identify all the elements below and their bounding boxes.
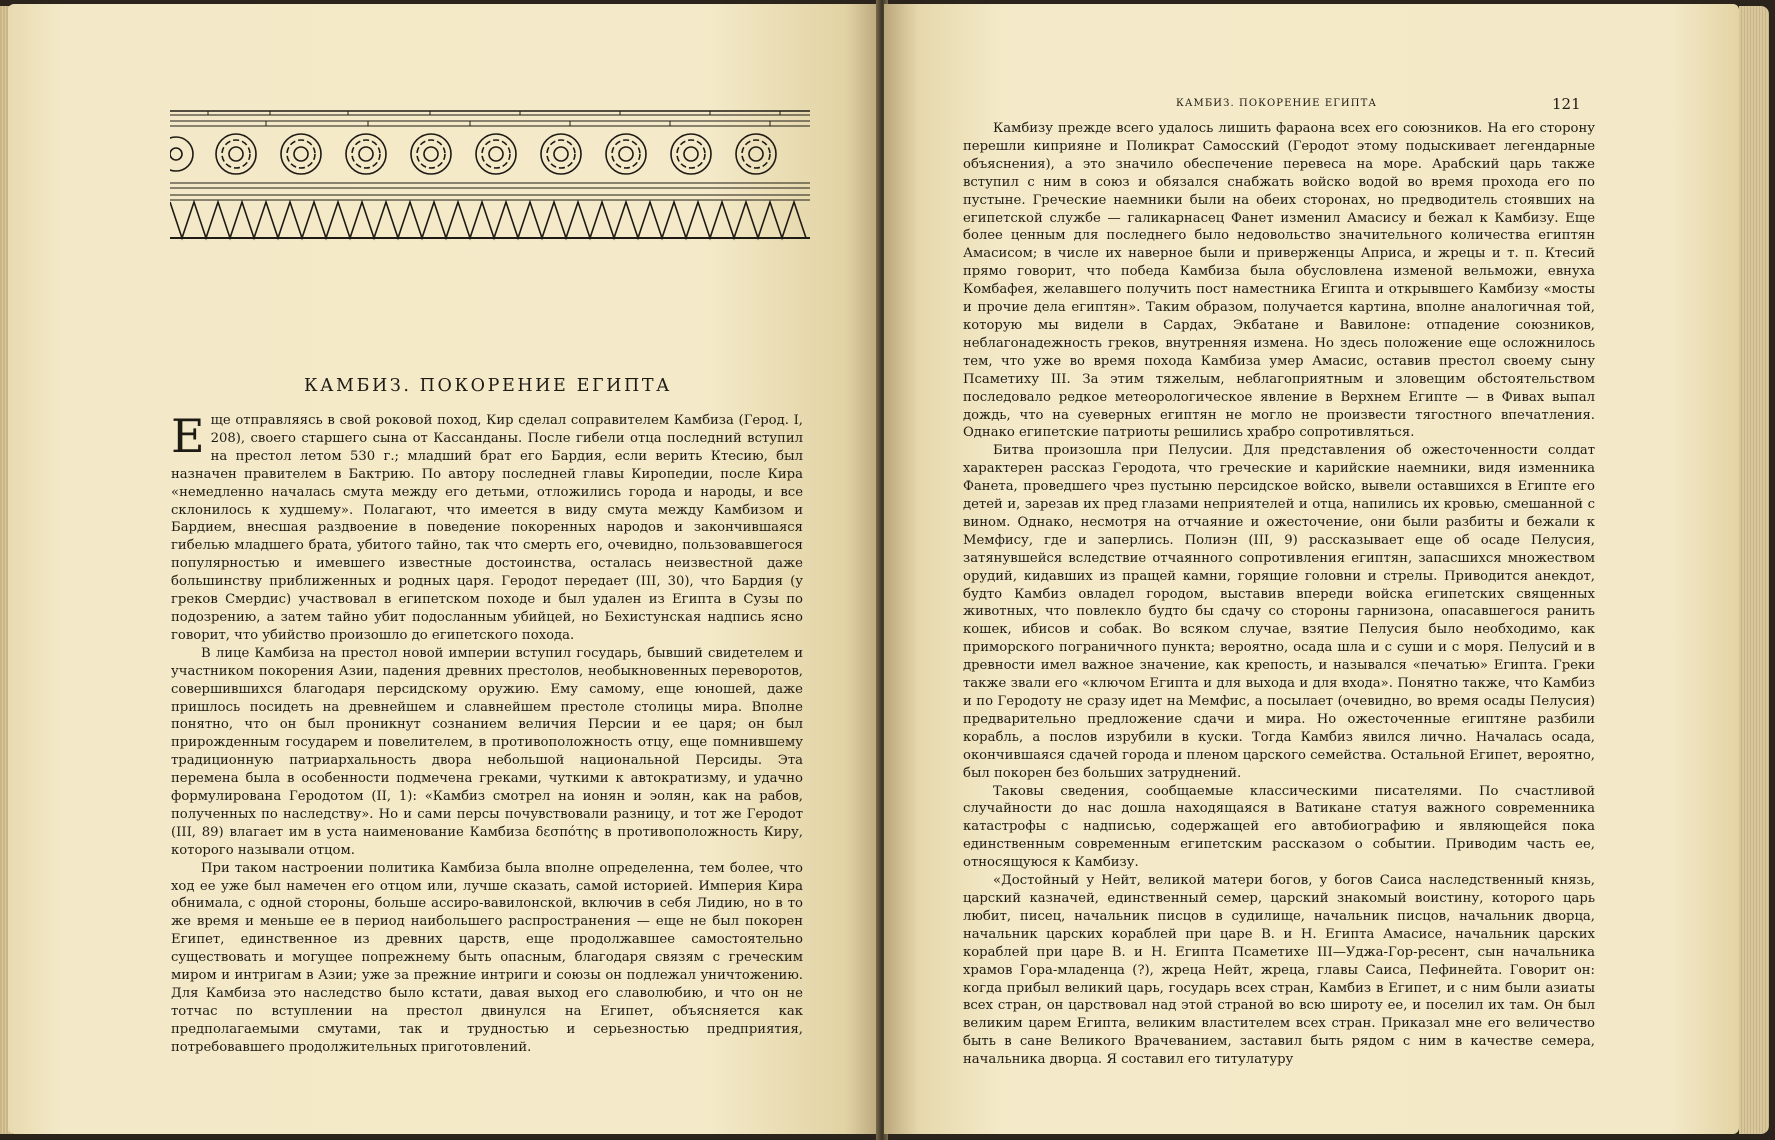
- ornament-frieze: [170, 107, 810, 243]
- right-text-column: [963, 120, 1595, 1069]
- paragraph-2: В лице Камбиза на престол новой империи вступил государь, бывший свидетелем и участником покорения Азии, падения древних престолов, необыкновенных переворотов, совершившихся благодаря персидскому оружию. Ему самому, еще юношей, даже пришлось посидеть на древнейшем и славнейшем престоле столицы мира. Вполне понятно, что он был проникнут сознанием величия Персии и ее царя; он был прирожденным государем и повелителем, в противоположность отцу, еще помнившему традиционную патриархальность двора небольшой национальной Персиды. Эта перемена была в особенности подмечена греками, чуткими к автократизму, и удачно формулирована Геродотом (II, 1): «Камбиз смотрел на ионян и эолян, как на рабов, полученных по наследству». Но и сами персы почувствовали разницу, и тот же Геродот (III, 89) влагает им в уста наименование Камбиза δεσπότης в противоположность Киру, которого называли отцом.: [171, 645, 803, 858]
- paragraph-1: [171, 409, 803, 645]
- paragraph-1-text: ще отправляясь в свой роковой поход, Кир сделал соправителем Камбиза (Герод. I, 208), своего старшего сына от Кассанданы. После гибели отца последний вступил на престол летом 530 г.; младший брат его Бардия, если верить Ктесию, был назначен правителем в Бактрию. По автору последней главы Киропедии, после Кира «немедленно началась смута между его детьми, отложились города и народы, и все склонилось к худшему». Полагают, что имеется в виду смута между Камбизом и Бардием, внесшая раздвоение в поведение покоренных народов и закончившаяся гибелью младшего брата, убитого тайно, так что смерть его, очевидно, пользовавшегося популярностью и имевшего известные достоинства, осталась неизвестной даже большинству приближенных и родных царя. Геродот передает (III, 30), что Бардия (у греков Смердис) участвовал в египетском походе и был удален из Египта в Сузы по подозрению, а затем тайно убит подосланным убийцей, но Бехистунская надпись ясно говорит, что убийство произошло до египетского похода.: [171, 413, 803, 643]
- dropcap: Е: [171, 409, 205, 463]
- left-page: [8, 4, 880, 1134]
- left-text-column: [171, 409, 803, 1057]
- paragraph-7: «Достойный у Нейт, великой матери богов, у богов Саиса наследственный князь, царский казначей, единственный семер, царский знакомый воистину, которого царь любит, писец, начальник писцов в судилище, начальник писцов, начальник дворца, начальник царских кораблей при царе В. и Н. Египта Амасисе, начальник царских кораблей при царе В. и Н. Египта Псаметихе III—Уджа-Гор-ресент, сын начальника храмов Гора-младенца (?), жреца Нейт, жреца, главы Саиса, Пефинейта. Говорит он: когда прибыл великий царь, государь всех стран, Камбиз в Египет, и с ним были азиаты всех стран, он царствовал над этой страной во всю широту ее, и поселил их там. Он был великим царем Египта, великим властителем всех стран. Приказал мне его величество быть в сане Великого Врачеванием, заставил быть рядом с ним в качестве семера, начальника дворца. Я составил его титулатуру: [963, 873, 1595, 1068]
- page-number: 121: [1552, 95, 1581, 113]
- running-head: КАМБИЗ. ПОКОРЕНИЕ ЕГИПТА: [1176, 98, 1378, 109]
- paragraph-4: Камбизу прежде всего удалось лишить фараона всех его союзников. На его сторону перешли киприяне и Поликрат Самосский (Геродот этому подыскивает легендарные объяснения), а это значило обеспечение перевеса на море. Арабский царь также вступил с ним в союз и обязался снабжать войско водой во время прохода его по пустыне. Греческие наемники были на обеих сторонах, но предводитель стоявших на египетской службе — галикарнасец Фанет изменил Амасису и бежал к Камбизу. Еще более ценным для последнего было недовольство значительного количества египтян Амасисом; в числе их наверное были и приверженцы Априса, и жрецы и т. п. Ктесий прямо говорит, что победа Камбиза была обусловлена изменой вельможи, евнуха Комбафея, желавшего получить пост наместника Египта и открывшего Камбизу «мосты и прочие дела египтян». Таким образом, получается картина, вполне аналогичная той, которую мы видели в Сардах, Экбатане и Вавилоне: отпадение союзников, неблагонадежность греков, внутренняя измена. Но здесь положение еще осложнилось тем, что уже во время похода Камбиза умер Амасис, оставив престол своему сыну Псаметиху III. За этим тяжелым, неблагоприятным и зловещим обстоятельством последовало редкое метеорологическое явление в Верхнем Египте — в Фивах выпал дождь, что на суеверных египтян не могло не произвести тягостного впечатления. Однако египетские патриоты решились храбро сопротивляться.: [963, 121, 1595, 441]
- chapter-title: КАМБИЗ. ПОКОРЕНИЕ ЕГИПТА: [304, 376, 672, 396]
- page-edges-right: [1739, 6, 1769, 1134]
- paragraph-5: Битва произошла при Пелусии. Для представления об ожесточенности солдат характерен рассказ Геродота, что греческие и карийские наемники, видя изменника Фанета, проведшего чрез пустыню персидское войско, вывели оставшихся в Египте его детей и, зарезав их пред глазами неприятелей и отца, напились их кровью, смешанной с вином. Однако, несмотря на отчаяние и ожесточение, они были разбиты и бежали к Мемфису, где и заперлись. Полиэн (III, 9) рассказывает еще об осаде Пелусия, затянувшейся вследствие отчаянного сопротивления египтян, запасшихся множеством орудий, кидавших из пращей камни, горящие головни и стрелы. Приводится анекдот, будто Камбиз овладел городом, выставив впереди войска египетских священных животных, что повлекло будто бы сдачу со стороны гарнизона, опасавшегося ранить кошек, ибисов и собак. Во всяком случае, взятие Пелусия было необходимо, как приморского пограничного пункта; вероятно, осада шла и с суши и с моря. Пелусий и в древности имел важное значение, как крепость, и назывался «печатью» Египта. Греки также звали его «ключом Египта и для выхода и для входа». Понятно также, что Камбиз и по Геродоту не сразу идет на Мемфис, а посылает (очевидно, во время осады Пелусия) предварительно предложение сдачи и мира. Но ожесточенные египтяне разбили корабль, а послов изрубили в куски. Тогда Камбиз явился лично. Началась осада, окончившаяся сдачей города и пленом царского семейства. Остальной Египет, вероятно, был покорен без больших затруднений.: [963, 443, 1595, 781]
- paragraph-3: При таком настроении политика Камбиза была вполне определенна, тем более, что ход ее уже был намечен его отцом или, лучше сказать, самой историей. Империя Кира обнимала, с одной стороны, больше ассиро-вавилонской, включив в себя Лидию, но в то же время и меньше ее в период наибольшего распространения — еще не был покорен Египет, единственное из древних царств, еще продолжавшее самостоятельно существовать и могущее попрежнему быть опасным, благодаря связям с греческим миром и интригам в Азии; уже за прежние интриги и союзы он подлежал уничтожению. Для Камбиза это наследство было кстати, давая выход его славолюбию, и что он не тотчас по вступлении на престол двинулся на Египет, объясняется как предполагаемыми смутами, так и трудностью и серьезностью предприятия, потребовавшего продолжительных приготовлений.: [171, 860, 803, 1055]
- paragraph-6: Таковы сведения, сообщаемые классическими писателями. По счастливой случайности до нас дошла находящаяся в Ватикане статуя важного современника катастрофы с надписью, содержащей его автобиографию и являющейся пока единственным современным египетским рассказом о событии. Приводим часть ее, относящуюся к Камбизу.: [963, 783, 1595, 871]
